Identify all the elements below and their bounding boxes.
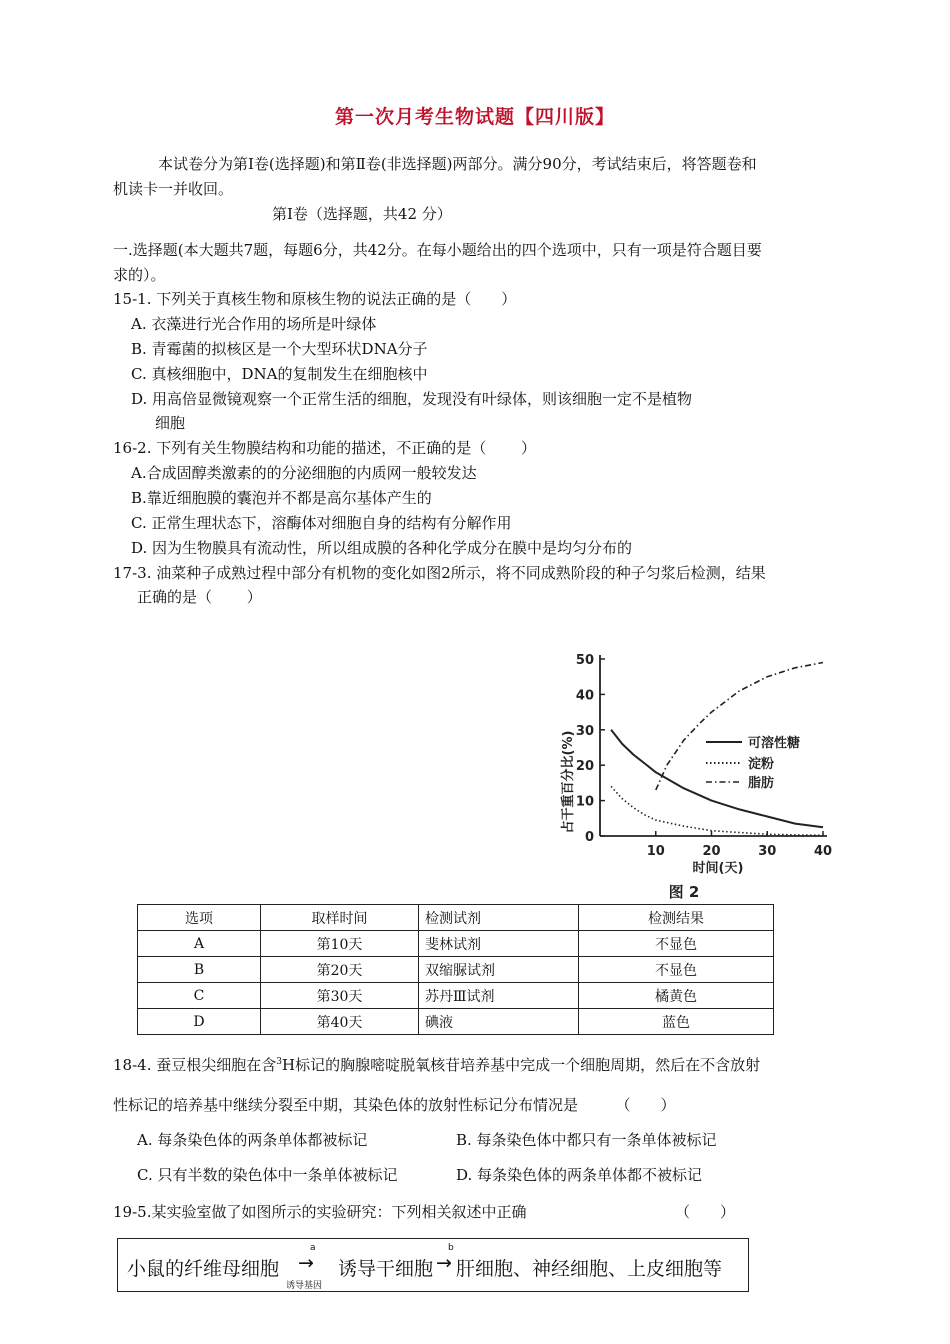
table-header-row [138, 905, 774, 931]
cell-option: C [138, 983, 261, 1009]
flow-label-b: b [448, 1243, 454, 1253]
chart-y-tick-label: 0 [584, 830, 594, 845]
part-heading-line-1: 一.选择题(本大题共7题，每题6分，共42分。在每小题给出的四个选项中，只有一项是符合题目要 [113, 241, 762, 259]
chart-title: 图 2 [668, 883, 700, 901]
section-title: 第Ⅰ卷（选择题，共42 分） [272, 205, 452, 223]
q16-option-b: B.靠近细胞膜的囊泡并不都是高尔基体产生的 [131, 489, 432, 507]
intro-line-2: 机读卡一并收回。 [113, 180, 234, 198]
q18-stem-line-2: 性标记的培养基中继续分裂至中期，其染色体的放射性标记分布情况是 （ ） [113, 1096, 676, 1114]
q19-bracket: （ ） [675, 1203, 736, 1221]
intro-line-1: 本试卷分为第Ⅰ卷(选择题)和第Ⅱ卷(非选择题)两部分。满分90分，考试结束后，将答题卷和 [158, 155, 757, 173]
cell-option: D [138, 1009, 261, 1035]
chart-x-tick-label: 40 [813, 844, 833, 859]
chart-y-tick-label: 50 [575, 653, 594, 668]
cell-time: 第40天 [261, 1009, 419, 1035]
figure-2-chart [548, 648, 848, 904]
legend-label-starch: 淀粉 [748, 757, 775, 772]
q18-stem-post: H标记的胸腺嘧啶脱氧核苷培养基中完成一个细胞周期，然后在不含放射 [281, 1056, 761, 1074]
series-starch-line [611, 786, 823, 835]
q15-stem: 15-1. 下列关于真核生物和原核生物的说法正确的是（ ） [113, 290, 517, 308]
cell-result: 橘黄色 [579, 983, 774, 1009]
q18-option-b: B. 每条染色体中都只有一条单体被标记 [456, 1131, 717, 1149]
q16-option-d: D. 因为生物膜具有流动性，所以组成膜的各种化学成分在膜中是均匀分布的 [131, 539, 633, 557]
chart-x-tick-label: 10 [646, 844, 665, 859]
q18-option-a: A. 每条染色体的两条单体都被标记 [137, 1131, 368, 1149]
chart-y-tick-label: 40 [575, 688, 594, 704]
cell-result: 不显色 [579, 957, 774, 983]
cell-reagent: 斐林试剂 [419, 931, 579, 957]
q15-option-b: B. 青霉菌的拟核区是一个大型环状DNA分子 [131, 340, 428, 358]
flow-diagram [117, 1238, 749, 1292]
chart-y-tick-label: 30 [575, 723, 594, 739]
flow-label-a: a [310, 1243, 316, 1253]
cell-reagent: 苏丹Ⅲ试剂 [419, 983, 579, 1009]
q15-option-d: D. 用高倍显微镜观察一个正常生活的细胞，发现没有叶绿体，则该细胞一定不是植物 [131, 390, 693, 408]
cell-time: 第10天 [261, 931, 419, 957]
chart-x-tick-label: 30 [758, 844, 777, 859]
table-row [138, 957, 774, 983]
cell-reagent: 双缩脲试剂 [419, 957, 579, 983]
q17-stem-line-1: 17-3. 油菜种子成熟过程中部分有机物的变化如图2所示，将不同成熟阶段的种子匀浆后检测，结果 [113, 564, 766, 582]
cell-result: 不显色 [579, 931, 774, 957]
header-option: 选项 [138, 905, 261, 931]
table-row [138, 1009, 774, 1035]
chart-ylabel: 占干重百分比(%) [561, 730, 576, 834]
q18-stem-line-1 [113, 1052, 760, 1075]
q17-stem-line-2: 正确的是（ ） [137, 588, 262, 606]
flow-ips-cell: 诱导干细胞 [338, 1258, 434, 1280]
flow-induce-gene: 诱导基因 [286, 1281, 323, 1291]
chart-ticks [576, 653, 832, 859]
flow-arrow-b-icon: → [436, 1252, 452, 1274]
page-title: 第一次月考生物试题【四川版】 [334, 106, 615, 128]
cell-option: A [138, 931, 261, 957]
q16-stem: 16-2. 下列有关生物膜结构和功能的描述，不正确的是（ ） [113, 439, 537, 457]
q18-superscript: 3 [276, 1057, 282, 1067]
table-row [138, 983, 774, 1009]
cell-result: 蓝色 [579, 1009, 774, 1035]
q15-option-c: C. 真核细胞中，DNA的复制发生在细胞核中 [131, 365, 428, 383]
chart-x-tick-label: 20 [702, 844, 721, 859]
cell-option: B [138, 957, 261, 983]
legend-label-soluble-sugar: 可溶性糖 [748, 736, 801, 751]
header-sample-time: 取样时间 [261, 905, 419, 931]
series-fat-line [656, 663, 823, 791]
legend-label-fat: 脂肪 [748, 776, 775, 791]
q16-option-c: C. 正常生理状态下，溶酶体对细胞自身的结构有分解作用 [131, 514, 512, 532]
cell-reagent: 碘液 [419, 1009, 579, 1035]
header-result: 检测结果 [579, 905, 774, 931]
flow-differentiated-cells: 肝细胞、神经细胞、上皮细胞等 [456, 1258, 723, 1280]
options-table [137, 904, 774, 1035]
q18-option-d: D. 每条染色体的两条单体都不被标记 [456, 1166, 703, 1184]
q18-option-c: C. 只有半数的染色体中一条单体被标记 [137, 1166, 398, 1184]
part-heading-line-2: 求的）。 [113, 266, 166, 284]
q18-stem-pre: 18-4. 蚕豆根尖细胞在含 [113, 1056, 277, 1074]
q19-stem: 19-5.某实验室做了如图所示的实验研究：下列相关叙述中正确 [113, 1203, 527, 1221]
cell-time: 第20天 [261, 957, 419, 983]
q15-option-a: A. 衣藻进行光合作用的场所是叶绿体 [131, 315, 377, 333]
chart-y-tick-label: 10 [575, 794, 594, 810]
chart-xlabel: 时间(天) [692, 861, 744, 876]
flow-fibroblast: 小鼠的纤维母细胞 [127, 1258, 280, 1280]
chart-svg [548, 648, 848, 904]
q15-option-d-cont: 细胞 [155, 414, 186, 432]
header-reagent: 检测试剂 [419, 905, 579, 931]
table-row [138, 931, 774, 957]
flow-arrow-a-icon: → [298, 1252, 314, 1274]
chart-y-tick-label: 20 [575, 759, 594, 775]
q16-option-a: A.合成固醇类激素的的分泌细胞的内质网一般较发达 [131, 464, 477, 482]
cell-time: 第30天 [261, 983, 419, 1009]
